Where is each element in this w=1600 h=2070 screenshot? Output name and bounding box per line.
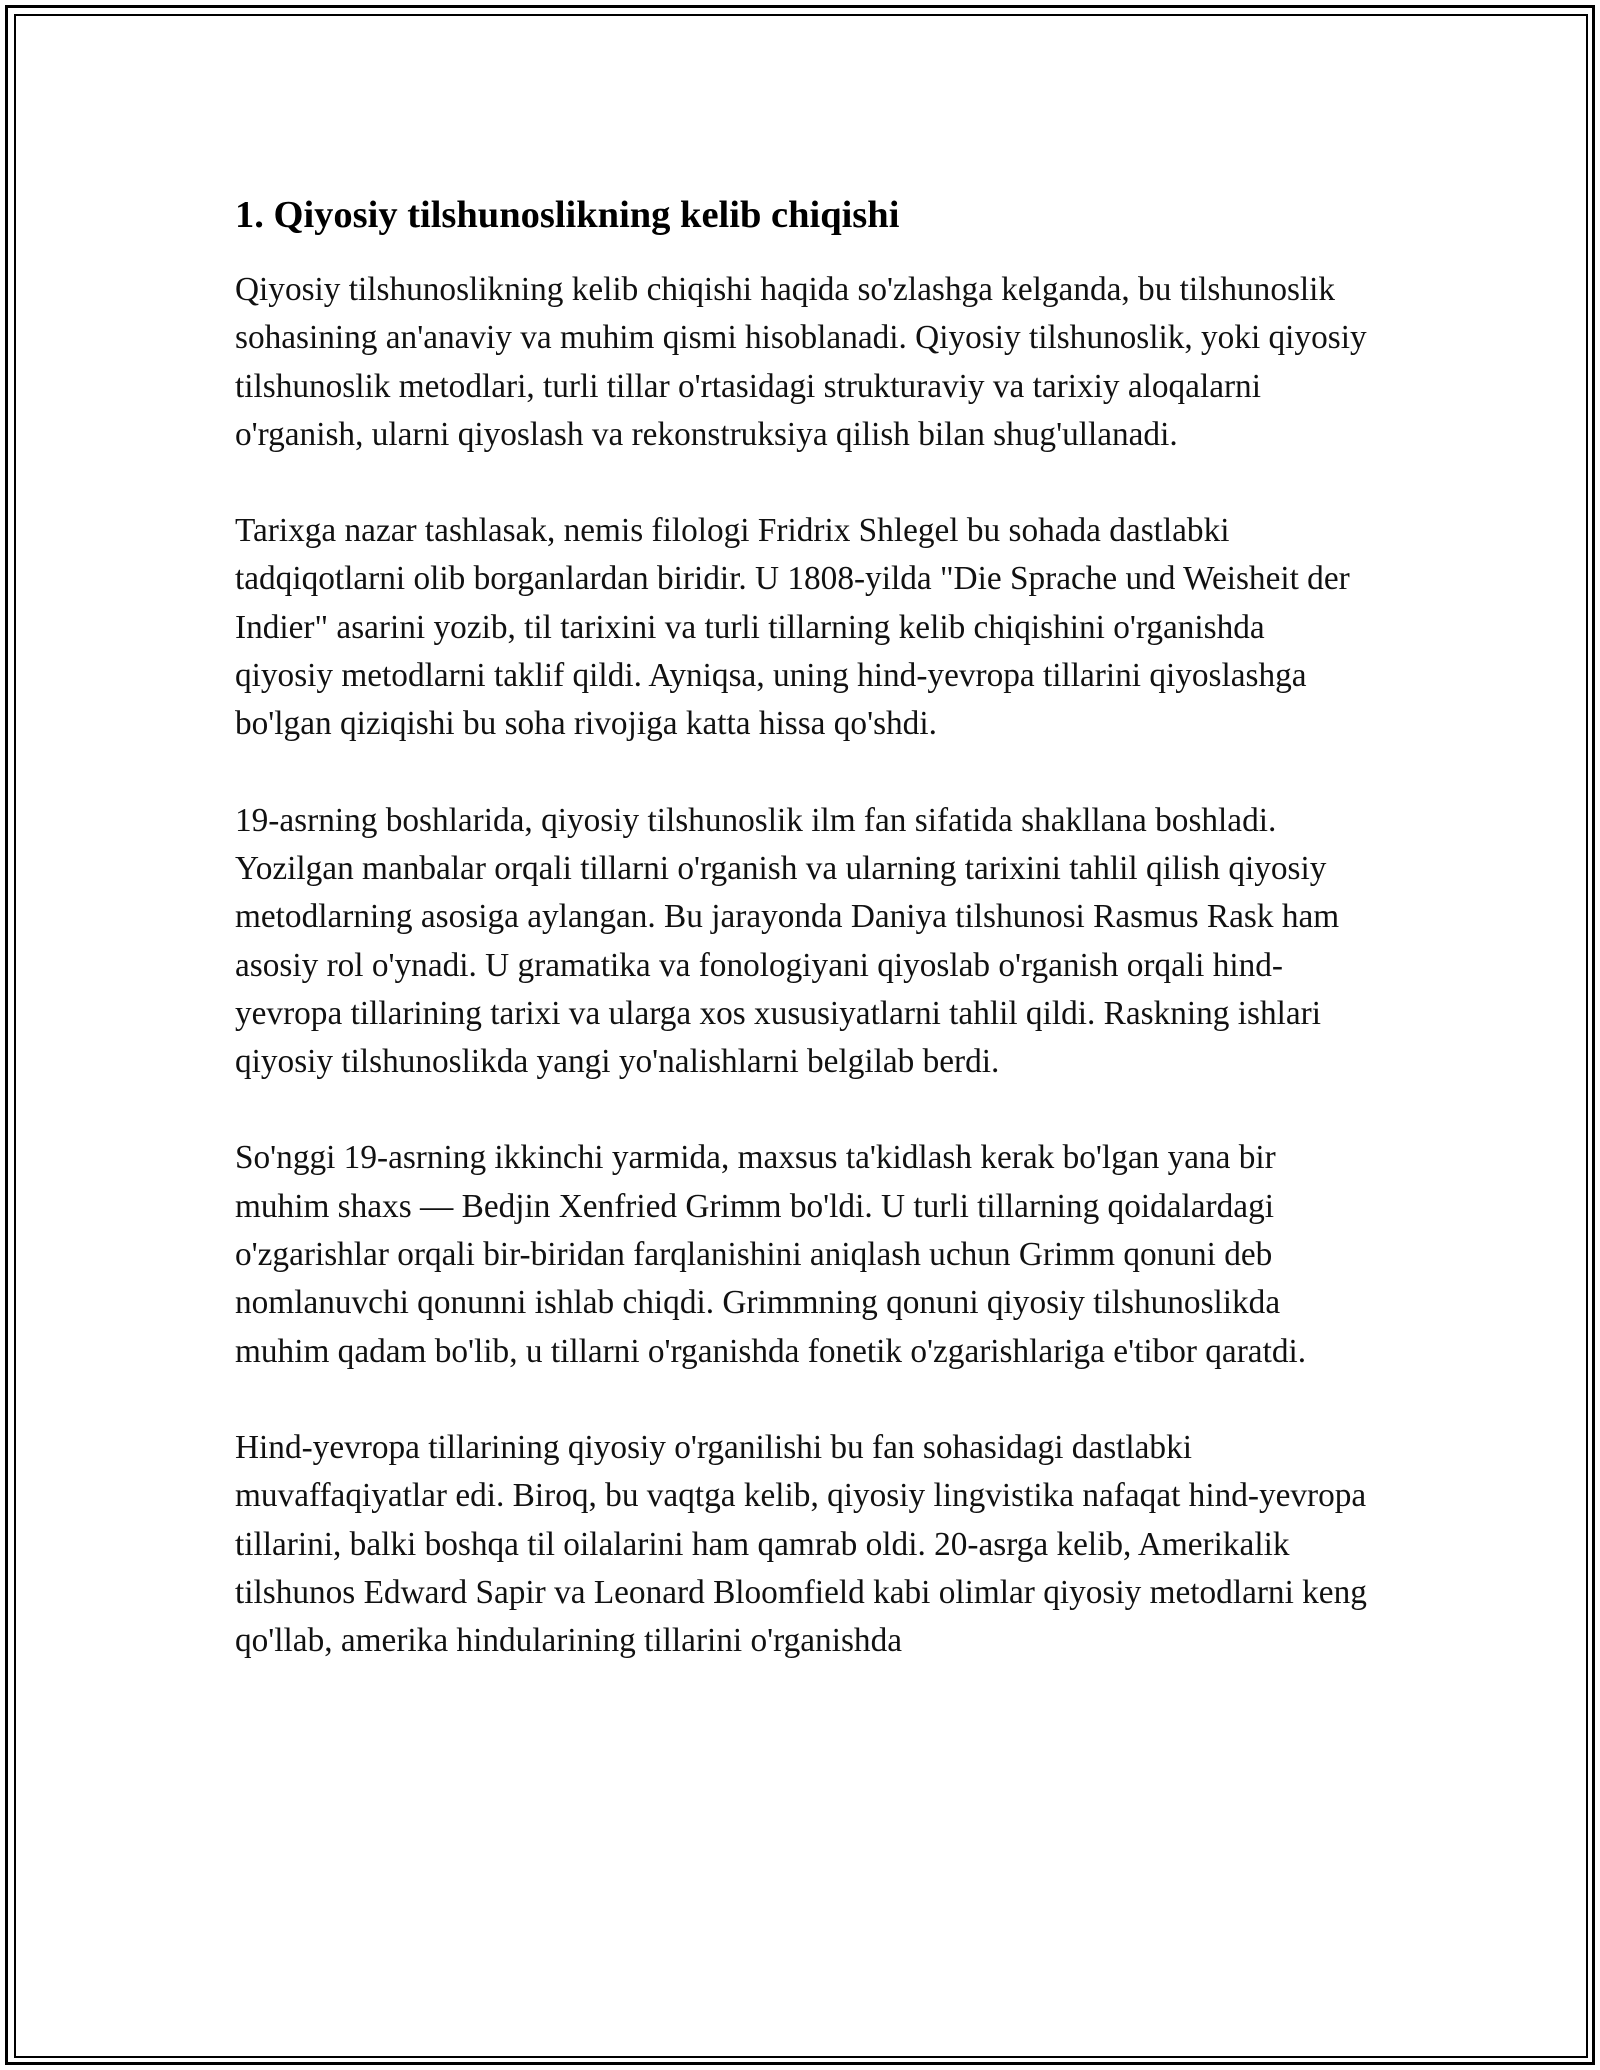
document-body bbox=[235, 188, 1370, 1713]
paragraph-rask: 19-asrning boshlarida, qiyosiy tilshunoslik ilm fan sifatida shakllana boshladi. Yozilgan manbalar orqali tillarni o'rganish va ularning tarixini tahlil qilish qiyosiy metodlarning asosiga aylangan. Bu jarayonda Daniya tilshunosi Rasmus Rask ham asosiy rol o'ynadi. U gramatika va fonologiyani qiyoslab o'rganish orqali hind-yevropa tillarining tarixi va ularga xos xususiyatlarni tahlil qildi. Raskning ishlari qiyosiy tilshunoslikda yangi yo'nalishlarni belgilab berdi. bbox=[235, 801, 1340, 1081]
paragraph-grimm: So'nggi 19-asrning ikkinchi yarmida, maxsus ta'kidlash kerak bo'lgan yana bir muhim shaxs — Bedjin Xenfried Grimm bo'ldi. U turli tillarning qoidalardagi o'zgarishlar orqali bir-biridan farqlanishini aniqlash uchun Grimm qonuni deb nomlanuvchi qonunni ishlab chiqdi. Grimmning qonuni qiyosiy tilshunoslikda muhim qadam bo'lib, u tillarni o'rganishda fonetik o'zgarishlariga e'tibor qaratdi. bbox=[235, 1139, 1307, 1370]
section-heading: 1. Qiyosiy tilshunoslikning kelib chiqishi bbox=[235, 194, 900, 236]
paragraph-indo-european: Hind-yevropa tillarining qiyosiy o'rganilishi bu fan sohasidagi dastlabki muvaffaqiyatlar edi. Biroq, bu vaqtga kelib, qiyosiy lingvistika nafaqat hind-yevropa tillarini, balki boshqa til oilalarini ham qamrab oldi. 20-asrga kelib, Amerikalik tilshunos Edward Sapir va Leonard Bloomfield kabi olimlar qiyosiy metodlarni keng qo'llab, amerika hindularining tillarini o'rganishda bbox=[235, 1428, 1367, 1660]
paragraph-origins-intro: Qiyosiy tilshunoslikning kelib chiqishi haqida so'zlashga kelganda, bu tilshunoslik sohasining an'anaviy va muhim qismi hisoblanadi. Qiyosiy tilshunoslik, yoki qiyosiy tilshunoslik metodlari, turli tillar o'rtasidagi strukturaviy va tarixiy aloqalarni o'rganish, ularni qiyoslash va rekonstruksiya qilish bilan shug'ullanadi. bbox=[235, 271, 1367, 453]
paragraph-schlegel: Tarixga nazar tashlasak, nemis filologi Fridrix Shlegel bu sohada dastlabki tadqiqotlarni olib borganlardan biridir. U 1808-yilda "Die Sprache und Weisheit der Indier" asarini yozib, til tarixini va turli tillarning kelib chiqishini o'rganishda qiyosiy metodlarni taklif qildi. Ayniqsa, uning hind-yevropa tillarini qiyoslashga bo'lgan qiziqishi bu soha rivojiga katta hissa qo'shdi. bbox=[235, 512, 1350, 743]
